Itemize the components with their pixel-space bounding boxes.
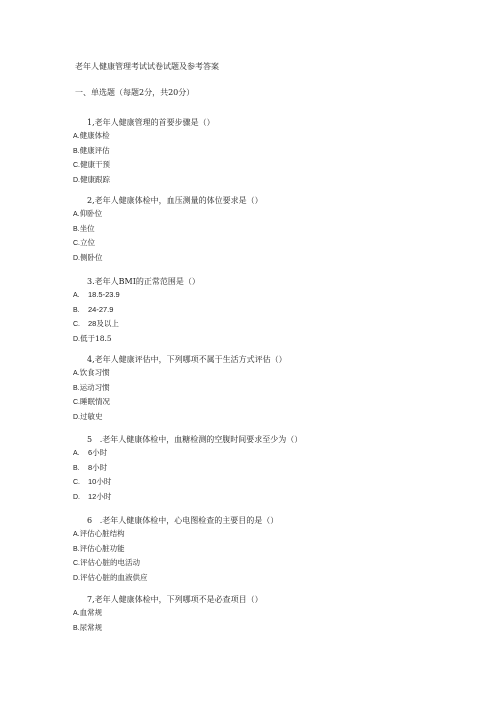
option-b [73, 621, 102, 636]
option-text: 评估心脏功能 [79, 543, 125, 553]
option-letter: B. [73, 464, 80, 472]
option-c [73, 236, 103, 251]
option-letter: A. [73, 133, 80, 140]
option-text: 24-27.9 [88, 304, 114, 314]
option-text: 健康体检 [79, 131, 110, 140]
option-letter: B. [73, 545, 80, 553]
option-letter: C. [73, 560, 80, 568]
option-letter: D. [73, 413, 80, 421]
option-a [73, 446, 111, 461]
option-text: 过敏史 [80, 411, 103, 421]
option-text: 评估心脏结构 [79, 529, 125, 538]
question-stem: 4,老年人健康评估中，下列哪项不属于生活方式评估（） [87, 355, 287, 364]
option-b [73, 222, 103, 237]
option-letter: C. [73, 321, 80, 329]
option-letter: D. [73, 574, 80, 582]
option-letter: A. [73, 370, 80, 377]
option-list [73, 366, 110, 424]
option-c [73, 317, 120, 332]
option-b [73, 461, 111, 476]
option-a [73, 527, 148, 542]
option-letter: C. [73, 399, 80, 407]
option-text: 8小时 [88, 462, 108, 472]
option-text: 评估心脏的血液供应 [80, 572, 148, 582]
option-a [73, 288, 120, 303]
option-d [73, 571, 148, 586]
option-letter: C. [73, 479, 80, 487]
option-d [73, 332, 120, 347]
option-text: 侧卧位 [80, 252, 103, 262]
question-stem: 2,老年人健康体检中，血压测量的体位要求是（） [87, 196, 263, 205]
option-text: 健康跟踪 [80, 174, 110, 184]
option-letter: B. [73, 624, 80, 632]
section-heading: 一、单选题（每题2分，共20分） [75, 88, 195, 97]
question-stem: 6 .老年人健康体检中，心电图检查的主要目的是（） [87, 516, 279, 525]
option-letter: D. [73, 493, 80, 501]
option-text: 尿常规 [79, 622, 103, 632]
option-d [73, 173, 110, 188]
option-a [73, 207, 103, 222]
option-text: 12小时 [88, 491, 112, 501]
option-text: 低于18.5 [80, 333, 112, 343]
option-letter: A. [73, 610, 80, 617]
option-text: 饮食习惯 [79, 368, 110, 377]
option-list [73, 446, 111, 504]
option-letter: D. [73, 254, 80, 262]
option-letter: B. [73, 306, 80, 314]
option-letter: C. [73, 162, 80, 170]
option-c [73, 475, 111, 490]
option-b [73, 381, 110, 396]
question-stem: 1,老年人健康管理的首要步骤是（） [87, 118, 215, 127]
option-text: 睡眠情况 [80, 397, 110, 407]
option-a [73, 129, 110, 144]
option-text: 仰卧位 [79, 209, 103, 218]
option-list [73, 606, 102, 635]
option-letter: D. [73, 335, 80, 343]
option-b [73, 542, 148, 557]
option-a [73, 366, 110, 381]
question-stem: 7,老年人健康体检中，下列哪项不是必查项目（） [87, 595, 263, 604]
option-text: 坐位 [79, 223, 95, 233]
option-text: 6小时 [88, 448, 108, 457]
option-text: 健康干预 [80, 160, 110, 170]
option-text: 立位 [80, 238, 95, 248]
question-stem: 3.老年人BMI的正常范围是（） [87, 277, 200, 286]
option-letter: A. [73, 531, 80, 538]
document-title: 老年人健康管理考试试卷试题及参考答案 [75, 62, 219, 71]
option-letter: D. [73, 176, 80, 184]
option-list [73, 288, 120, 346]
option-letter: A. [73, 450, 80, 457]
option-text: 运动习惯 [79, 382, 110, 392]
option-letter: A. [73, 292, 80, 299]
option-c [73, 158, 110, 173]
option-text: 血常规 [79, 608, 103, 617]
question-stem: 5 .老年人健康体检中，血糖检测的空腹时间要求至少为（） [87, 435, 303, 444]
option-text: 评估心脏的电活动 [80, 558, 140, 568]
option-letter: B. [73, 225, 80, 233]
option-letter: B. [73, 384, 80, 392]
option-list [73, 129, 110, 187]
option-d [73, 251, 103, 266]
option-b [73, 144, 110, 159]
option-text: 健康评估 [79, 145, 110, 155]
option-b [73, 303, 120, 318]
option-a [73, 606, 102, 621]
option-text: 18.5-23.9 [88, 290, 120, 299]
option-text: 10小时 [88, 477, 112, 487]
option-letter: B. [73, 147, 80, 155]
option-d [73, 490, 111, 505]
option-d [73, 410, 110, 425]
option-text: 28及以上 [88, 319, 119, 329]
option-letter: A. [73, 211, 80, 218]
option-c [73, 556, 148, 571]
option-letter: C. [73, 240, 80, 248]
option-c [73, 395, 110, 410]
option-list [73, 207, 103, 265]
option-list [73, 527, 148, 585]
